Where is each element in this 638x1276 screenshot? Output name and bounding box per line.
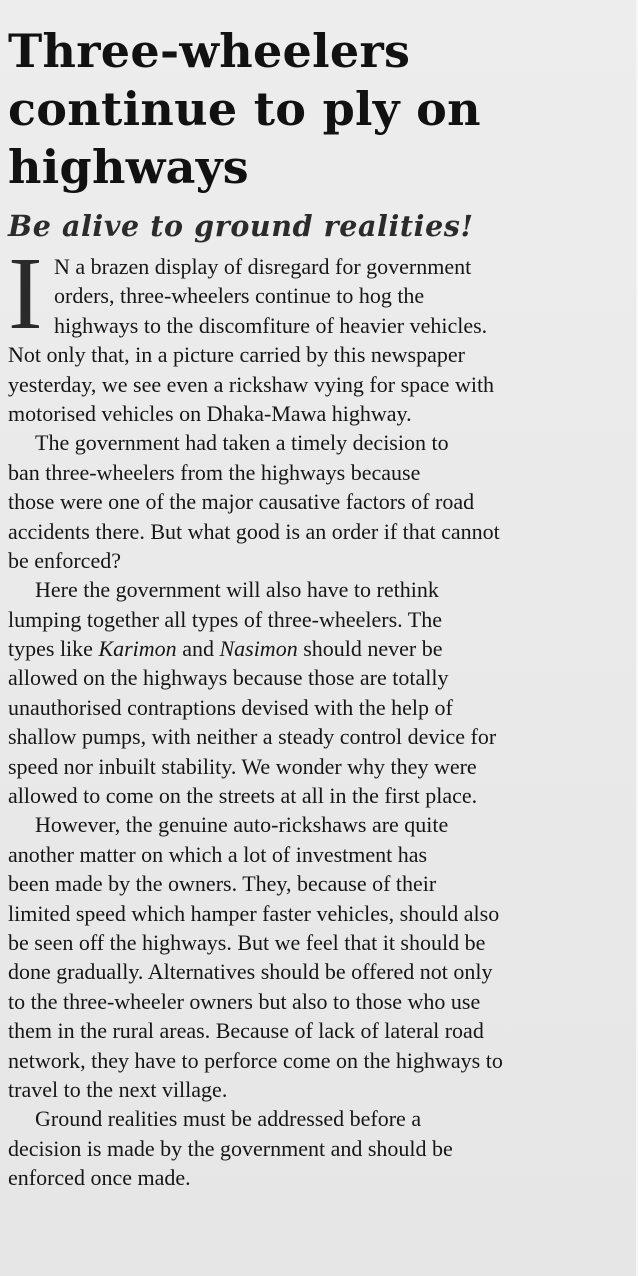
headline-line: continue to ply on bbox=[8, 82, 481, 136]
text-line: been made by the owners. They, because of their bbox=[8, 871, 437, 897]
text-line: those were one of the major causative factors of road bbox=[8, 489, 475, 515]
text-line: them in the rural areas. Because of lack of lateral road bbox=[8, 1018, 484, 1044]
text-line: allowed to come on the streets at all in the first place. bbox=[8, 783, 478, 809]
text-line: motorised vehicles on Dhaka-Mawa highway. bbox=[8, 400, 412, 426]
text-fragment: should never be bbox=[297, 636, 443, 662]
text-line: be seen off the highways. But we feel that it should be bbox=[8, 929, 486, 955]
text-line: lumping together all types of three-wheelers. The bbox=[8, 606, 442, 632]
headline-line: highways bbox=[8, 140, 249, 194]
text-line: enforced once made. bbox=[8, 1165, 191, 1191]
italic-term-nasimon: Nasimon bbox=[219, 636, 298, 662]
headline-line: Three-wheelers bbox=[8, 24, 411, 78]
text-line bbox=[8, 634, 610, 663]
text-line: shallow pumps, with neither a steady control device for bbox=[8, 724, 497, 750]
text-line: The government had taken a timely decision to bbox=[35, 430, 449, 456]
text-line: Ground realities must be addressed before a bbox=[35, 1106, 422, 1132]
text-line: ban three-wheelers from the highways because bbox=[8, 459, 421, 485]
italic-term-karimon: Karimon bbox=[98, 636, 177, 662]
text-line: allowed on the highways because those are totally bbox=[8, 665, 449, 691]
article-body bbox=[8, 236, 610, 1193]
text-line: travel to the next village. bbox=[8, 1076, 228, 1102]
paragraph-2 bbox=[8, 428, 610, 575]
text-line: limited speed which hamper faster vehicles, should also bbox=[8, 900, 500, 926]
text-line: orders, three-wheelers continue to hog the bbox=[54, 283, 425, 309]
text-line: done gradually. Alternatives should be offered not only bbox=[8, 959, 493, 985]
text-line: decision is made by the government and should be bbox=[8, 1135, 453, 1161]
text-line: be enforced? bbox=[8, 547, 121, 573]
text-line: speed nor inbuilt stability. We wonder why they were bbox=[8, 753, 477, 779]
headline bbox=[8, 22, 610, 196]
text-line: N a brazen display of disregard for government bbox=[54, 254, 472, 279]
text-line: yesterday, we see even a rickshaw vying for space with bbox=[8, 371, 495, 397]
text-line: Not only that, in a picture carried by this newspaper bbox=[8, 342, 465, 368]
text-line: Here the government will also have to rethink bbox=[35, 577, 439, 603]
text-line: highways to the discomfiture of heavier vehicles. bbox=[54, 312, 488, 338]
paragraph-5 bbox=[8, 1104, 610, 1192]
paragraph-3 bbox=[8, 575, 610, 810]
drop-cap: I bbox=[8, 236, 43, 351]
text-line: network, they have to perforce come on the highways to bbox=[8, 1047, 503, 1073]
text-line: However, the genuine auto-rickshaws are quite bbox=[35, 812, 449, 838]
text-fragment: and bbox=[176, 636, 220, 662]
paragraph-4 bbox=[8, 810, 610, 1104]
paragraph-1 bbox=[8, 236, 610, 428]
text-fragment: types like bbox=[8, 636, 99, 662]
text-line: to the three-wheeler owners but also to those who use bbox=[8, 988, 481, 1014]
text-line: accidents there. But what good is an order if that cannot bbox=[8, 518, 500, 544]
text-line: unauthorised contraptions devised with the help of bbox=[8, 694, 453, 720]
text-line: another matter on which a lot of investment has bbox=[8, 841, 428, 867]
subheadline: Be alive to ground realities! bbox=[8, 209, 474, 243]
